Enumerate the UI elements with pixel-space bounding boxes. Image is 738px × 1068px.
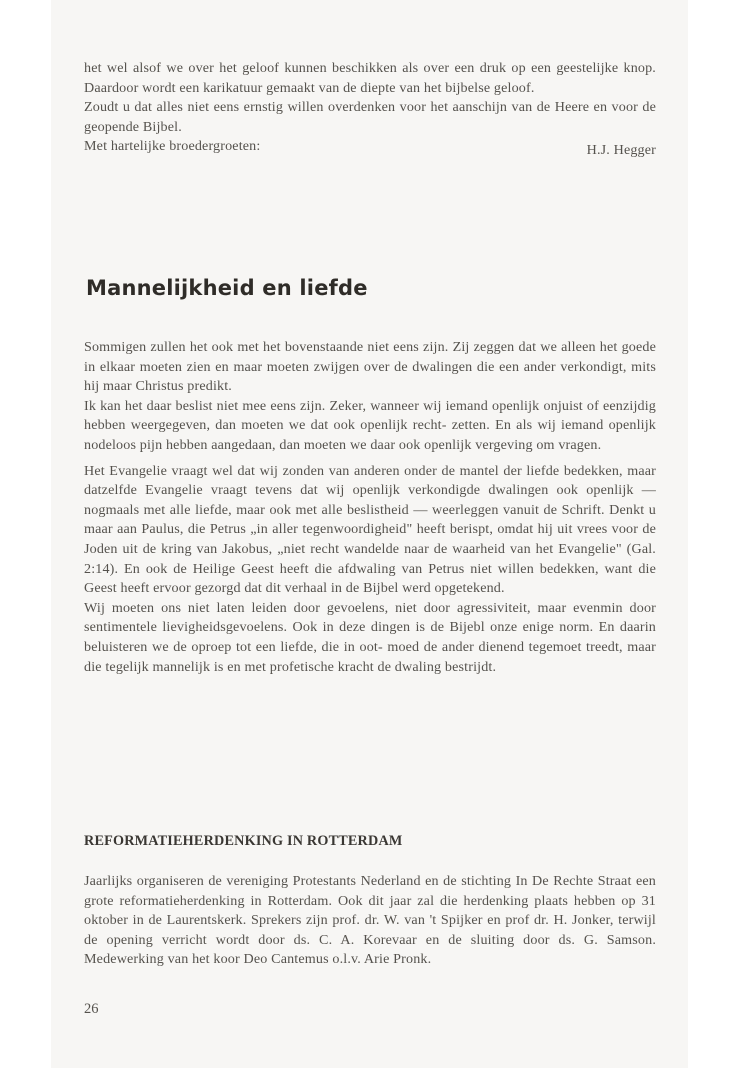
text-line: En ook de Heilige Geest heeft die afdwaling van Petrus niet willen bedekken, want	[124, 560, 633, 577]
article-heading: Mannelijkheid en liefde	[86, 276, 368, 300]
text-line: onze enige norm. En daarin beluisteren we de oproep tot een liefde, die in oot-	[84, 619, 656, 655]
text-line: het wel alsof we over het geloof kunnen beschikken als over een druk op een	[84, 60, 552, 76]
text-line: geestelijke knop. Daardoor wordt een karikatuur gemaakt van de diepte van het	[84, 60, 656, 96]
text-line: moed de ander dienend tegemoet treedt, maar die tegelijk mannelijk is en met	[84, 638, 656, 675]
text-line: alleen het goede in elkaar moeten zien en maar moeten zwijgen over de dwalingen	[84, 339, 656, 375]
article-paragraph	[84, 599, 656, 677]
text-line: Ik kan het daar beslist niet mee eens zijn. Zeker, wanneer wij iemand openlijk	[84, 397, 540, 414]
article-paragraph	[84, 397, 656, 456]
notice-heading: REFORMATIEHERDENKING IN ROTTERDAM	[84, 833, 403, 849]
text-line: profetische kracht de dwaling bestrijdt.	[269, 658, 497, 675]
letter-closing: Met hartelijke broedergroeten:	[84, 138, 261, 155]
text-line: die Geest heeft ervoor gezorgd dat dit verhaal in de Bijbel werd opgetekend.	[84, 560, 656, 597]
text-line: Het Evangelie vraagt wel dat wij zonden van anderen onder de mantel der liefde	[84, 462, 560, 479]
text-line: evenmin door sentimentele lievigheidsgevoelens. Ook in deze dingen is de Bijebl	[84, 599, 656, 636]
letter-ending	[84, 59, 656, 157]
article-body	[84, 338, 656, 677]
text-line: we daar ook openlijk vergeving om vragen.	[349, 436, 602, 453]
notice-body	[84, 872, 656, 970]
text-line: Rechte Straat een grote reformatieherdenking in Rotterdam. Ook dit jaar zal die	[84, 873, 656, 909]
document-page	[51, 0, 688, 1068]
text-line: — weerleggen vanuit de Schrift. Denkt u maar aan Paulus, die Petrus „in aller	[84, 501, 657, 538]
text-line: Heere en voor de geopende Bijbel.	[84, 99, 656, 135]
text-line: tegenwoordigheid" heeft berispt, omdat hij uit vrees voor de Joden uit de kring	[84, 521, 656, 557]
letter-signoff	[84, 137, 656, 157]
text-line: Deo Cantemus o.l.v. Arie Pronk.	[243, 951, 432, 968]
letter-text	[84, 59, 656, 98]
text-line: Zoudt u dat alles niet eens ernstig willen overdenken voor het aanschijn van de	[84, 99, 551, 116]
page-number: 26	[84, 1001, 99, 1017]
text-line: ds. C. A. Korevaar en de sluiting door ds. G. Samson. Medewerking van het koor	[84, 931, 657, 968]
text-line: onjuist of eenzijdig hebben weergegeven, dan moeten we dat ook openlijk recht-	[84, 397, 656, 434]
text-line: bedekken, maar datzelfde Evangelie vraagt tevens dat wij openlijk verkondigde	[84, 462, 656, 499]
text-line: herdenking plaats hebben op 31 oktober in de Laurentskerk. Sprekers zijn prof. dr.	[84, 892, 656, 929]
text-line: van Jakobus, „niet recht wandelde naar de waarheid van het Evangelie" (Gal. 2:14).	[84, 540, 656, 577]
article-paragraph	[84, 462, 656, 599]
text-line: Jaarlijks organiseren de vereniging Protestants Nederland en de stichting In De	[84, 873, 549, 889]
text-line: zetten. En als wij iemand openlijk nodeloos pijn hebben aangedaan, dan moeten	[84, 417, 656, 453]
notice-paragraph	[84, 872, 656, 970]
article-paragraph	[84, 338, 656, 397]
text-line: Wij moeten ons niet laten leiden door gevoelens, niet door agressiviteit, maar	[84, 599, 567, 616]
text-line: Sommigen zullen het ook met het bovenstaande niet eens zijn. Zij zeggen dat we	[84, 339, 558, 355]
text-line: bijbelse geloof.	[445, 79, 535, 96]
letter-signature: H.J. Hegger	[586, 142, 656, 159]
text-line: dwalingen ook openlijk — nogmaals met alle liefde, maar ook met alle beslistheid	[84, 482, 656, 518]
text-line: W. van 't Spijker en prof dr. H. Jonker, terwijl de opening verricht wordt door	[84, 912, 656, 948]
letter-text	[84, 98, 656, 137]
text-line: die een ander verkondigt, mits hij maar Christus predikt.	[84, 358, 656, 395]
